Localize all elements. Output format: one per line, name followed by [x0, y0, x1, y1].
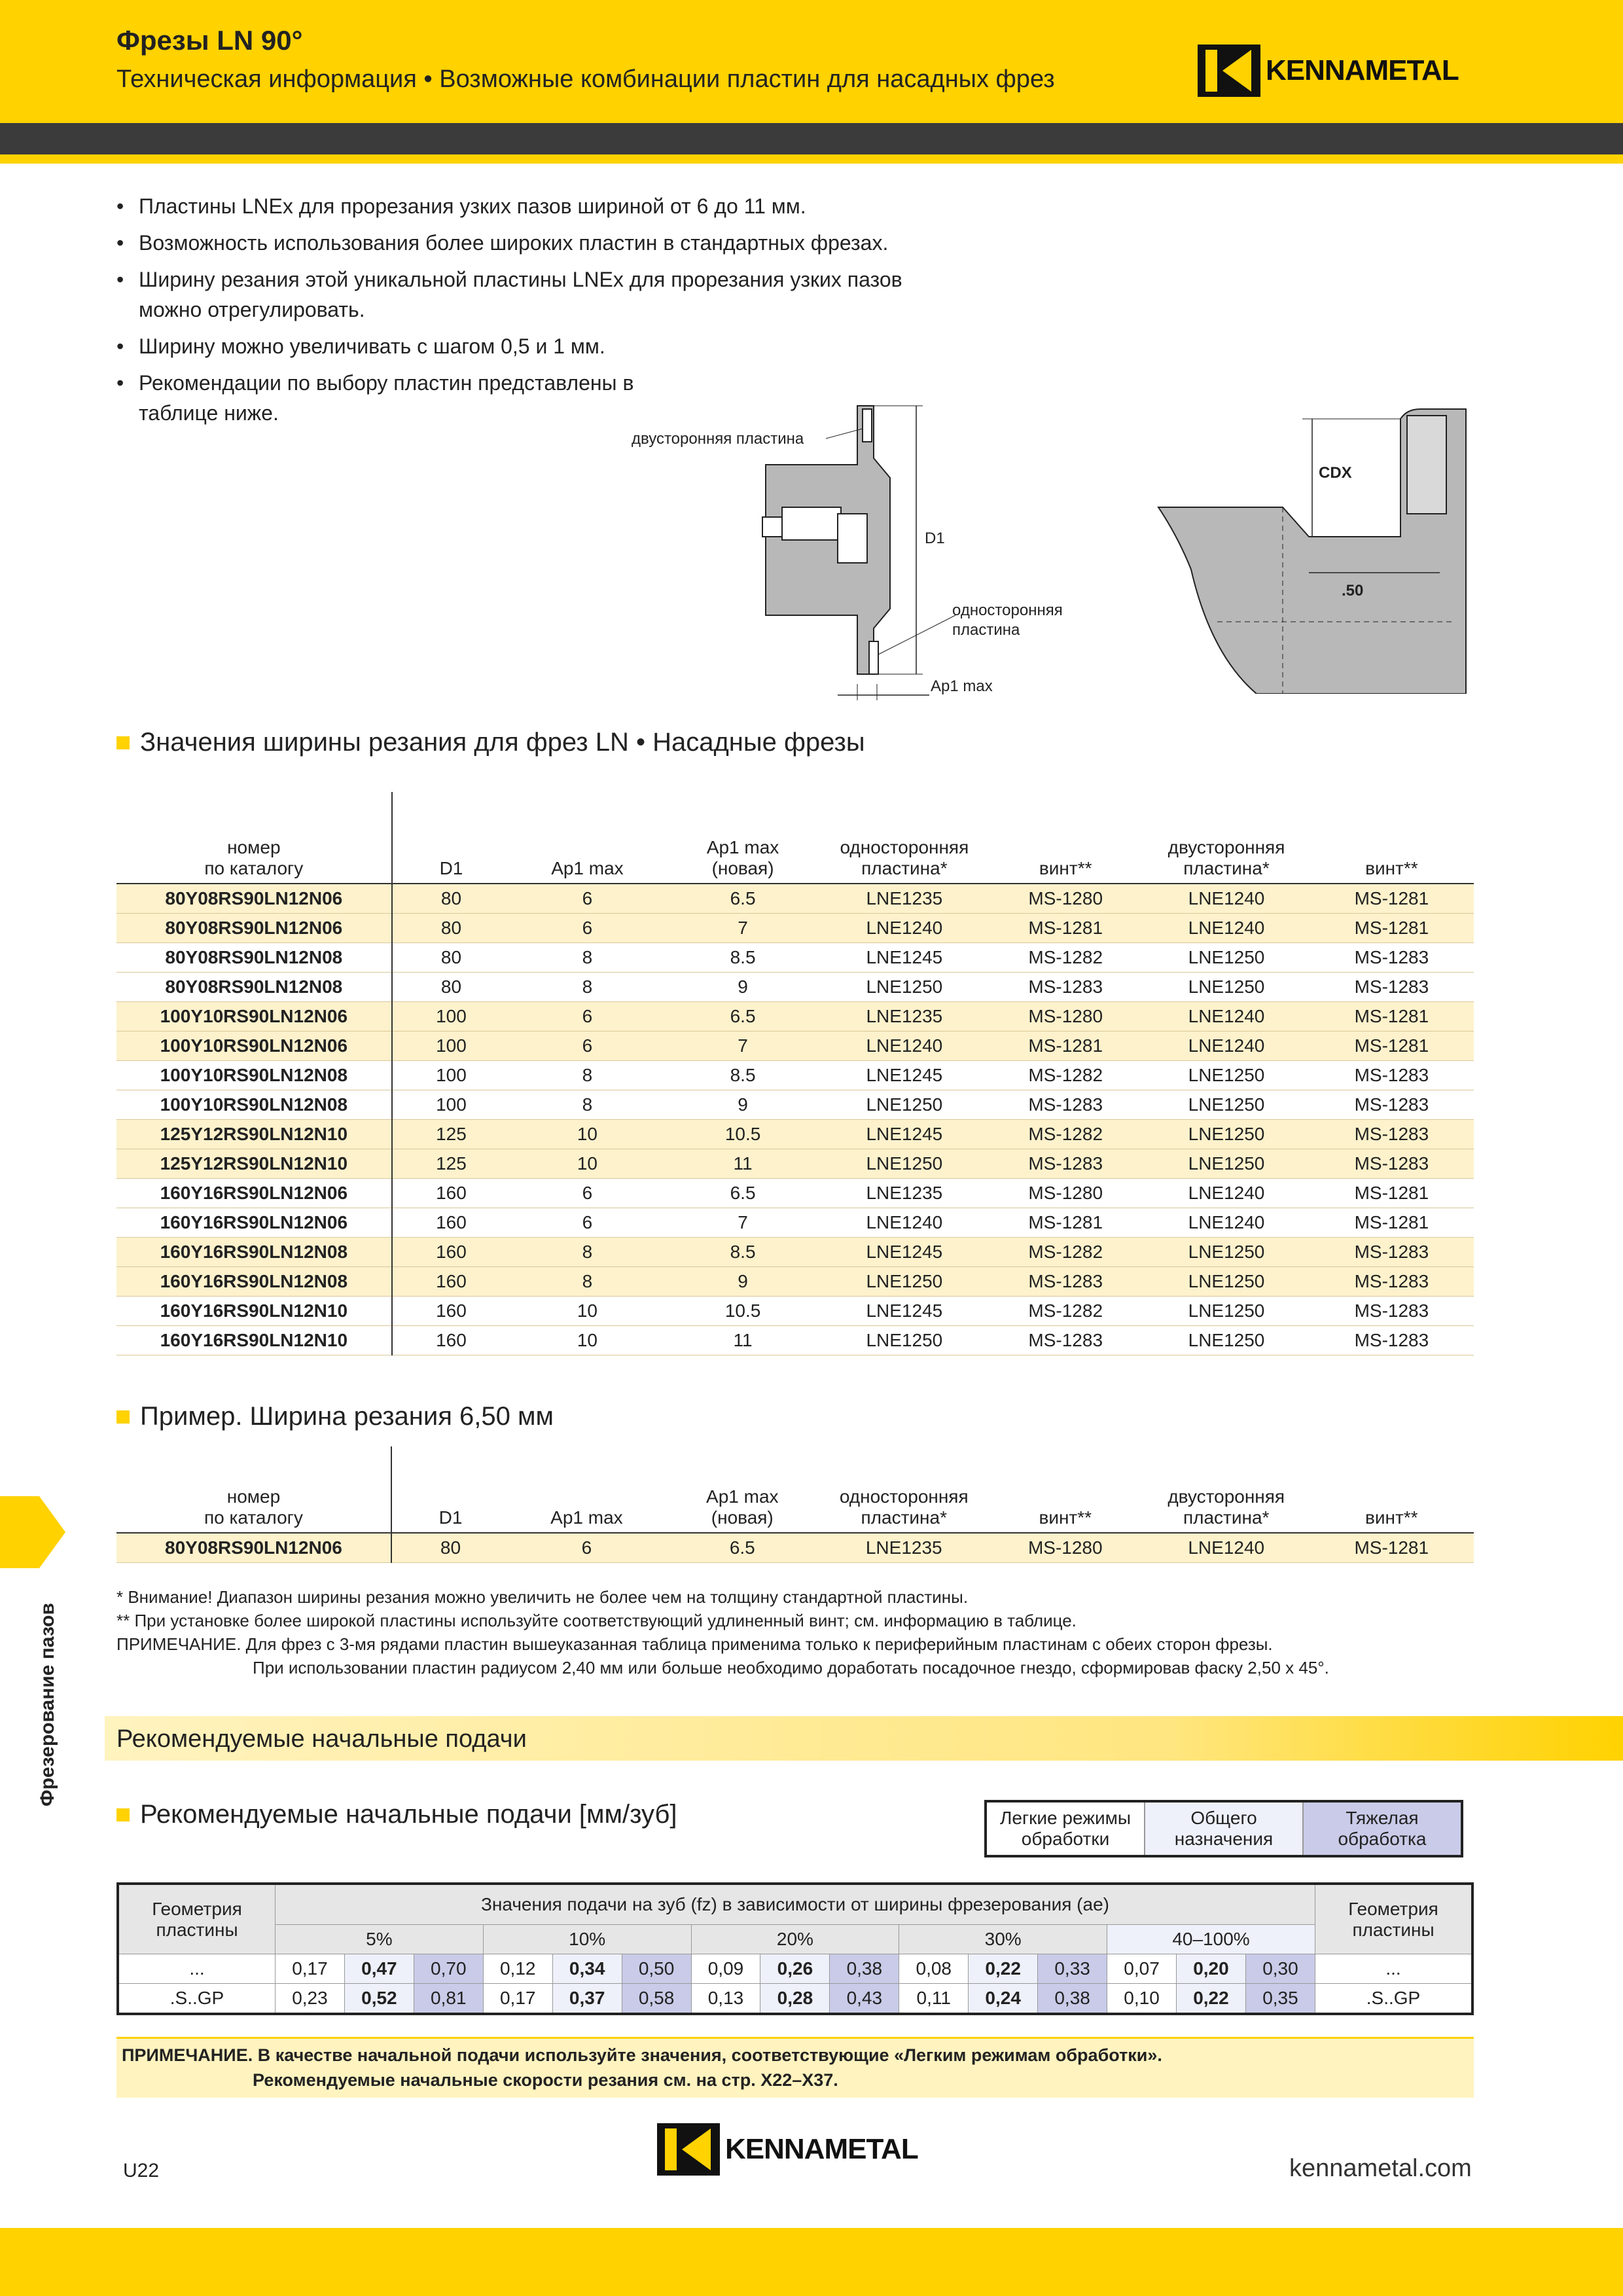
feed-value-cell: 0,58: [622, 1984, 691, 2015]
legend-general: Общего назначения: [1144, 1803, 1302, 1855]
double-insert-label: двусторонняя пластина: [632, 430, 804, 448]
col-catalog: номер по каталогу: [116, 1446, 391, 1533]
cell-ap: 8: [510, 973, 664, 1002]
cell-d: LNE1250: [1143, 1149, 1310, 1179]
geometry-cell: ...: [1315, 1954, 1473, 1984]
cell-apn: 6.5: [665, 1179, 821, 1208]
cell-v2: MS-1281: [1310, 1208, 1474, 1238]
cell-s: LNE1250: [821, 1326, 988, 1355]
width-group-header: 5%: [276, 1925, 484, 1954]
cell-s: LNE1245: [821, 943, 988, 973]
table-row: [116, 1326, 1474, 1355]
cell-v2: MS-1281: [1310, 884, 1474, 914]
cell-d: LNE1240: [1143, 884, 1310, 914]
table-row: [116, 1031, 1474, 1061]
col-screw-2: винт**: [1310, 792, 1474, 884]
cell-v1: MS-1280: [988, 1179, 1143, 1208]
cell-cat: 80Y08RS90LN12N06: [116, 914, 392, 943]
cell-d1: 80: [392, 884, 510, 914]
cell-d1: 125: [392, 1120, 510, 1149]
feeds-header: Значения подачи на зуб (fz) в зависимости от ширины фрезерования (ae): [276, 1884, 1315, 1925]
feed-value-cell: 0,50: [622, 1954, 691, 1984]
cell-v2: MS-1283: [1310, 1267, 1474, 1297]
cell-ap: 8: [510, 1061, 664, 1090]
legend-heavy: Тяжелая обработка: [1302, 1803, 1461, 1855]
feed-value-cell: 0,81: [414, 1984, 483, 2015]
cell-s: LNE1245: [821, 1297, 988, 1326]
d1-label: D1: [925, 529, 945, 547]
cell-s: LNE1250: [821, 973, 988, 1002]
cell-v2: MS-1283: [1310, 1297, 1474, 1326]
feed-value-cell: 0,38: [1038, 1984, 1107, 2015]
cell-apn: 8.5: [665, 943, 821, 973]
cell-d1: 100: [392, 1002, 510, 1031]
example-table: [116, 1446, 1474, 1563]
cell-v1: MS-1281: [988, 1031, 1143, 1061]
cell-d: LNE1250: [1143, 943, 1310, 973]
cell-d1: 160: [392, 1208, 510, 1238]
cell-d: LNE1240: [1143, 1002, 1310, 1031]
header-dark-bar: [0, 123, 1623, 154]
cell-v2: MS-1281: [1310, 914, 1474, 943]
kennametal-logo: [1198, 45, 1459, 97]
footer-band: [0, 2228, 1623, 2296]
single-insert-label-2: пластина: [952, 621, 1020, 639]
cell-d: LNE1240: [1143, 1208, 1310, 1238]
feature-item: • Возможность использования более широких пластин в стандартных фрезах.: [116, 228, 967, 258]
table-row: [116, 1120, 1474, 1149]
cell-d1: 160: [392, 1238, 510, 1267]
cell-d: LNE1240: [1143, 914, 1310, 943]
feeds-table: [116, 1882, 1474, 2015]
cdx-profile-diagram: [1152, 406, 1479, 694]
cell-ap: 10: [510, 1149, 664, 1179]
cell-apn: 6.5: [665, 1002, 821, 1031]
feed-value-cell: 0,11: [899, 1984, 969, 2015]
cell-v1: MS-1282: [988, 1120, 1143, 1149]
cell-s: LNE1235: [821, 1002, 988, 1031]
cell-v1: MS-1280: [988, 1002, 1143, 1031]
feed-value-cell: 0,07: [1107, 1954, 1177, 1984]
cell-s: LNE1240: [821, 1208, 988, 1238]
cell-v1: MS-1283: [988, 1149, 1143, 1179]
cell-d: LNE1240: [1143, 1031, 1310, 1061]
logo-text: KENNAMETAL: [725, 2133, 918, 2165]
cell-s: LNE1235: [821, 884, 988, 914]
footnote-4: При использовании пластин радиусом 2,40 мм или больше необходимо доработать посадочное гнездо, сформировав фаску 2,50 x 45°.: [253, 1658, 1329, 1677]
cell-ap: 10: [510, 1120, 664, 1149]
cell-d: LNE1250: [1143, 1267, 1310, 1297]
cell-d: LNE1250: [1143, 1297, 1310, 1326]
cell-v1: MS-1283: [988, 1326, 1143, 1355]
feed-value-cell: 0,23: [276, 1984, 345, 2015]
cell-d1: 125: [392, 1149, 510, 1179]
yellow-square-icon: [116, 1410, 130, 1424]
col-ap1: Ap1 max: [509, 1446, 664, 1533]
cell-ap: 6: [510, 1031, 664, 1061]
cell-cat: 80Y08RS90LN12N08: [116, 943, 392, 973]
cell-apn: 8.5: [665, 1238, 821, 1267]
cell-apn: 9: [665, 1267, 821, 1297]
cell-d1: 100: [392, 1031, 510, 1061]
table-row: [116, 1238, 1474, 1267]
cell-v1: MS-1282: [988, 943, 1143, 973]
header-yellow-strip: [0, 154, 1623, 164]
cell-cat: 160Y16RS90LN12N06: [116, 1179, 392, 1208]
cell-v1: MS-1282: [988, 1061, 1143, 1090]
cell-d1: 160: [392, 1326, 510, 1355]
col-single: односторонняя пластина*: [821, 792, 988, 884]
table-row: [116, 1297, 1474, 1326]
cell-s: LNE1245: [821, 1061, 988, 1090]
side-tab-label: Фрезерование пазов: [37, 1603, 58, 1806]
feed-note: [116, 2037, 1474, 2098]
feature-item: • Пластины LNEx для прорезания узких пазов шириной от 6 до 11 мм.: [116, 191, 967, 221]
cell-apn: 6.5: [665, 884, 821, 914]
col-screw-1: винт**: [988, 1446, 1143, 1533]
col-screw-2: винт**: [1310, 1446, 1474, 1533]
geometry-cell: .S..GP: [118, 1984, 276, 2015]
cell-apn: 11: [665, 1326, 821, 1355]
feed-value-cell: 0,09: [691, 1954, 760, 1984]
feed-value-cell: 0,22: [969, 1954, 1038, 1984]
cell-cat: 160Y16RS90LN12N06: [116, 1208, 392, 1238]
cell-cat: 160Y16RS90LN12N08: [116, 1267, 392, 1297]
cell-v2: MS-1281: [1310, 1179, 1474, 1208]
logo-text: KENNAMETAL: [1266, 54, 1459, 86]
cell-s: LNE1250: [821, 1090, 988, 1120]
col-ap1-new: Ap1 max (новая): [665, 792, 821, 884]
table-row: [116, 1061, 1474, 1090]
cell-cat: 160Y16RS90LN12N08: [116, 1238, 392, 1267]
cell-d1: 160: [392, 1297, 510, 1326]
col-geometry-left: Геометрия пластины: [118, 1884, 276, 1954]
cell-s: LNE1250: [821, 1267, 988, 1297]
ap1-max-label: Ap1 max: [931, 677, 993, 695]
cell-apn: 11: [665, 1149, 821, 1179]
feed-value-cell: 0,26: [760, 1954, 830, 1984]
note-line-1: ПРИМЕЧАНИЕ. В качестве начальной подачи используйте значения, соответствующие «Легким режимам обработки».: [122, 2045, 1162, 2065]
geometry-cell: .S..GP: [1315, 1984, 1473, 2015]
cell-v1: MS-1282: [988, 1238, 1143, 1267]
cell-ap: 6: [510, 1002, 664, 1031]
cell-d: LNE1250: [1143, 973, 1310, 1002]
feed-value-cell: 0,12: [483, 1954, 552, 1984]
col-ap1: Ap1 max: [510, 792, 664, 884]
cell-ap: 6: [510, 1179, 664, 1208]
feed-value-cell: 0,37: [552, 1984, 622, 2015]
cell-apn: 10.5: [665, 1297, 821, 1326]
cell-v2: MS-1283: [1310, 1149, 1474, 1179]
feed-value-cell: 0,13: [691, 1984, 760, 2015]
page-subtitle: Техническая информация • Возможные комбинации пластин для насадных фрез: [116, 65, 1055, 93]
cell-d: LNE1250: [1143, 1120, 1310, 1149]
cell-v1: MS-1283: [988, 1267, 1143, 1297]
width-group-header: 40–100%: [1107, 1925, 1315, 1954]
cdx-label: CDX: [1319, 464, 1352, 482]
feed-value-cell: 0,35: [1245, 1984, 1315, 2015]
cell-v2: MS-1283: [1310, 943, 1474, 973]
cell-apn: 8.5: [665, 1061, 821, 1090]
table-row: [116, 943, 1474, 973]
cell-v2: MS-1283: [1310, 973, 1474, 1002]
cell-d: LNE1250: [1143, 1326, 1310, 1355]
cell-v1: MS-1283: [988, 973, 1143, 1002]
feed-value-cell: 0,28: [760, 1984, 830, 2015]
cell-apn: 9: [665, 973, 821, 1002]
cell-cat: 160Y16RS90LN12N10: [116, 1297, 392, 1326]
cell-v2: MS-1283: [1310, 1326, 1474, 1355]
feed-value-cell: 0,08: [899, 1954, 969, 1984]
cell-s: LNE1240: [821, 914, 988, 943]
logo-k-mark-icon: [1198, 45, 1260, 97]
cell-d1: 80: [392, 973, 510, 1002]
cell-ap: 6: [510, 1208, 664, 1238]
cell-v1: MS-1283: [988, 1090, 1143, 1120]
cell-d: LNE1250: [1143, 1090, 1310, 1120]
cell-v2: MS-1281: [1310, 1031, 1474, 1061]
feature-item: • Ширину можно увеличивать с шагом 0,5 и 1 мм.: [116, 331, 967, 361]
table-row: [118, 1954, 1472, 1984]
footnote-2: ** При установке более широкой пластины используйте соответствующий удлиненный винт; см. информацию в таблице.: [116, 1611, 1077, 1630]
cell-ap: 8: [510, 1238, 664, 1267]
table-row: [116, 1267, 1474, 1297]
feed-value-cell: 0,22: [1176, 1984, 1245, 2015]
footer-kennametal-logo: [657, 2123, 918, 2176]
website-link[interactable]: kennametal.com: [1289, 2155, 1472, 2182]
geometry-cell: ...: [118, 1954, 276, 1984]
cell-ap: 6: [510, 914, 664, 943]
table-row: [116, 1179, 1474, 1208]
cell-cat: 125Y12RS90LN12N10: [116, 1120, 392, 1149]
cell-cat: 125Y12RS90LN12N10: [116, 1149, 392, 1179]
cell-ap: 8: [510, 943, 664, 973]
feed-value-cell: 0,10: [1107, 1984, 1177, 2015]
cutting-width-table: [116, 792, 1474, 1355]
table-row: [116, 1002, 1474, 1031]
cell-apn: 7: [665, 914, 821, 943]
page-number: U22: [123, 2160, 160, 2181]
table-row: [116, 1149, 1474, 1179]
cell-v1: MS-1281: [988, 914, 1143, 943]
feed-value-cell: 0,17: [276, 1954, 345, 1984]
cell-apn: 7: [665, 1031, 821, 1061]
table-row: [116, 1208, 1474, 1238]
feed-value-cell: 0,70: [414, 1954, 483, 1984]
feed-value-cell: 0,17: [483, 1984, 552, 2015]
cell-ap: 6: [510, 884, 664, 914]
cell-v2: MS-1283: [1310, 1061, 1474, 1090]
note-line-2: Рекомендуемые начальные скорости резания см. на стр. X22–X37.: [253, 2070, 838, 2090]
feed-value-cell: 0,52: [344, 1984, 414, 2015]
cell-cat: 80Y08RS90LN12N06: [116, 884, 392, 914]
footnotes: [116, 1585, 1491, 1679]
cell-ap: 8: [510, 1267, 664, 1297]
cell-v2: MS-1283: [1310, 1090, 1474, 1120]
cutter-section-diagram: [615, 393, 1086, 707]
yellow-square-icon: [116, 1808, 130, 1821]
col-ap1-new: Ap1 max (новая): [664, 1446, 821, 1533]
width-group-header: 10%: [483, 1925, 691, 1954]
table-row: 80Y08RS90LN12N06 80 6 6.5 LNE1235 MS-1280 LNE1240 MS-1281: [116, 1533, 1474, 1563]
cell-cat: 100Y10RS90LN12N06: [116, 1031, 392, 1061]
col-double: двусторонняя пластина*: [1143, 792, 1310, 884]
col-geometry-right: Геометрия пластины: [1315, 1884, 1473, 1954]
cell-d1: 100: [392, 1090, 510, 1120]
side-tab-arrow-icon: [0, 1496, 65, 1568]
cell-cat: 100Y10RS90LN12N08: [116, 1061, 392, 1090]
cell-v2: MS-1281: [1310, 1002, 1474, 1031]
feed-value-cell: 0,43: [830, 1984, 899, 2015]
cell-d: LNE1250: [1143, 1238, 1310, 1267]
cell-s: LNE1240: [821, 1031, 988, 1061]
cell-apn: 10.5: [665, 1120, 821, 1149]
feature-item: • Рекомендации по выбору пластин представлены в таблице ниже.: [116, 368, 702, 428]
width-group-header: 30%: [899, 1925, 1107, 1954]
cell-d1: 160: [392, 1267, 510, 1297]
single-insert-label-1: односторонняя: [952, 601, 1063, 619]
cell-v2: MS-1283: [1310, 1120, 1474, 1149]
col-catalog: номер по каталогу: [116, 792, 392, 884]
cell-cat: 100Y10RS90LN12N06: [116, 1002, 392, 1031]
cell-v2: MS-1283: [1310, 1238, 1474, 1267]
table-row: [116, 973, 1474, 1002]
cell-apn: 9: [665, 1090, 821, 1120]
cell-v1: MS-1281: [988, 1208, 1143, 1238]
logo-k-mark-icon: [657, 2123, 720, 2176]
cell-s: LNE1245: [821, 1238, 988, 1267]
dim-050-label: .50: [1342, 582, 1364, 600]
section-heading-feeds: Рекомендуемые начальные подачи [мм/зуб]: [116, 1800, 677, 1829]
cell-ap: 10: [510, 1297, 664, 1326]
cell-ap: 10: [510, 1326, 664, 1355]
footnote-3: ПРИМЕЧАНИЕ. Для фрез с 3-мя рядами пластин вышеуказанная таблица применима только к периферийным пластинам с обеих сторон фрезы.: [116, 1634, 1273, 1654]
cell-ap: 8: [510, 1090, 664, 1120]
cell-v1: MS-1282: [988, 1297, 1143, 1326]
feed-value-cell: 0,38: [830, 1954, 899, 1984]
page-title: Фрезы LN 90°: [116, 25, 303, 56]
section-heading-widths: Значения ширины резания для фрез LN • Насадные фрезы: [116, 728, 865, 757]
cell-d1: 160: [392, 1179, 510, 1208]
feed-value-cell: 0,47: [344, 1954, 414, 1984]
cell-s: LNE1250: [821, 1149, 988, 1179]
col-screw-1: винт**: [988, 792, 1143, 884]
col-single: односторонняя пластина*: [821, 1446, 988, 1533]
table-row: [116, 914, 1474, 943]
feature-item: • Ширину резания этой уникальной пластины LNEx для прорезания узких пазов можно отрегулировать.: [116, 264, 944, 325]
cell-cat: 100Y10RS90LN12N08: [116, 1090, 392, 1120]
table-row: [118, 1984, 1472, 2015]
table-row: [116, 884, 1474, 914]
feed-value-cell: 0,34: [552, 1954, 622, 1984]
col-d1: D1: [391, 1446, 509, 1533]
col-double: двусторонняя пластина*: [1143, 1446, 1310, 1533]
feed-value-cell: 0,20: [1176, 1954, 1245, 1984]
feed-value-cell: 0,33: [1038, 1954, 1107, 1984]
feed-value-cell: 0,24: [969, 1984, 1038, 2015]
section-heading-example: Пример. Ширина резания 6,50 мм: [116, 1402, 554, 1431]
cell-d: LNE1240: [1143, 1179, 1310, 1208]
yellow-square-icon: [116, 736, 130, 749]
cell-cat: 80Y08RS90LN12N08: [116, 973, 392, 1002]
section-band: Рекомендуемые начальные подачи: [105, 1716, 1623, 1761]
legend-light: Легкие режимы обработки: [987, 1803, 1144, 1855]
cell-apn: 7: [665, 1208, 821, 1238]
cell-d1: 80: [392, 943, 510, 973]
cell-d1: 100: [392, 1061, 510, 1090]
cell-s: LNE1245: [821, 1120, 988, 1149]
cell-v1: MS-1280: [988, 884, 1143, 914]
table-row: [116, 1090, 1474, 1120]
cell-s: LNE1235: [821, 1179, 988, 1208]
cell-d: LNE1250: [1143, 1061, 1310, 1090]
footnote-1: * Внимание! Диапазон ширины резания можно увеличить не более чем на толщину стандартной пластины.: [116, 1587, 969, 1607]
feed-mode-legend: [984, 1800, 1463, 1857]
feed-value-cell: 0,30: [1245, 1954, 1315, 1984]
col-d1: D1: [392, 792, 510, 884]
width-group-header: 20%: [691, 1925, 899, 1954]
cell-cat: 160Y16RS90LN12N10: [116, 1326, 392, 1355]
cell-d1: 80: [392, 914, 510, 943]
